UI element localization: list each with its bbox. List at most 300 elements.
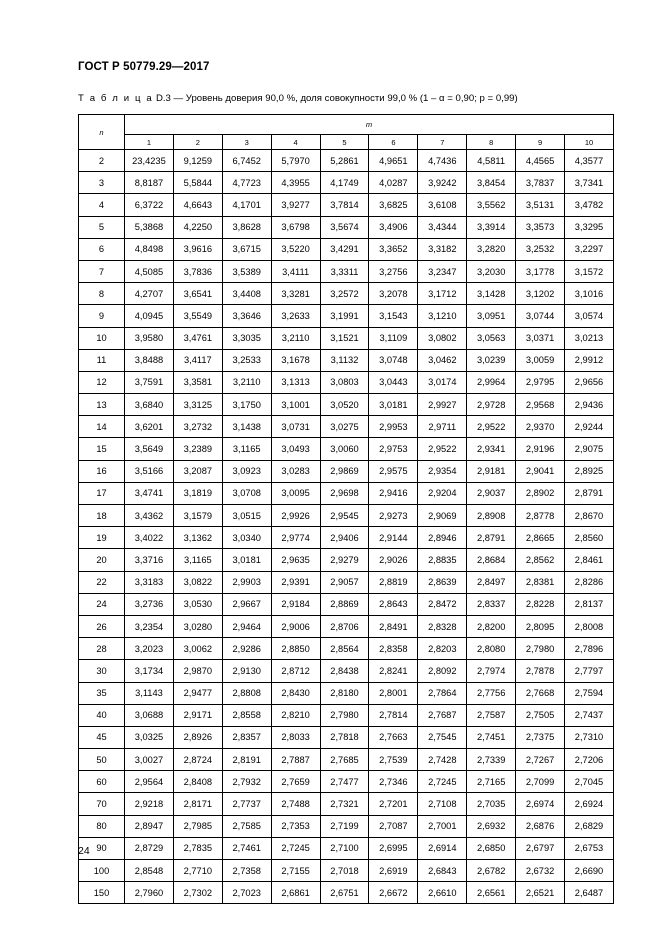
row-n-cell: 5 <box>79 216 125 238</box>
row-n-cell: 80 <box>79 815 125 837</box>
value-cell: 2,7887 <box>271 749 320 771</box>
value-cell: 3,0371 <box>516 327 565 349</box>
row-n-cell: 45 <box>79 726 125 748</box>
value-cell: 3,0443 <box>369 371 418 393</box>
value-cell: 2,9006 <box>271 615 320 637</box>
value-cell: 5,2861 <box>320 150 369 172</box>
value-cell: 2,9181 <box>467 460 516 482</box>
value-cell: 4,6643 <box>173 194 222 216</box>
column-header: 5 <box>320 135 369 150</box>
value-cell: 3,5562 <box>467 194 516 216</box>
value-cell: 3,5674 <box>320 216 369 238</box>
value-cell: 3,9242 <box>418 172 467 194</box>
column-header: 1 <box>125 135 174 150</box>
value-cell: 3,1579 <box>173 505 222 527</box>
value-cell: 2,7985 <box>173 815 222 837</box>
value-cell: 3,5389 <box>222 260 271 282</box>
value-cell: 2,6690 <box>565 860 614 882</box>
table-row <box>79 749 614 771</box>
value-cell: 3,1109 <box>369 327 418 349</box>
value-cell: 2,7545 <box>418 726 467 748</box>
value-cell: 2,8438 <box>320 660 369 682</box>
value-cell: 2,7585 <box>222 815 271 837</box>
document-code: ГОСТ Р 50779.29—2017 <box>78 61 210 73</box>
value-cell: 3,9580 <box>125 327 174 349</box>
value-cell: 2,7245 <box>271 837 320 859</box>
row-n-cell: 13 <box>79 394 125 416</box>
value-cell: 3,0062 <box>173 638 222 660</box>
value-cell: 2,6732 <box>516 860 565 882</box>
value-cell: 4,1749 <box>320 172 369 194</box>
value-cell: 3,7836 <box>173 260 222 282</box>
value-cell: 2,6861 <box>271 882 320 904</box>
value-cell: 3,1132 <box>320 349 369 371</box>
table-row <box>79 593 614 615</box>
table-row <box>79 283 614 305</box>
value-cell: 2,9204 <box>418 482 467 504</box>
value-cell: 2,7685 <box>320 749 369 771</box>
value-cell: 2,6932 <box>467 815 516 837</box>
value-cell: 3,2110 <box>222 371 271 393</box>
value-cell: 3,1521 <box>320 327 369 349</box>
value-cell: 2,9927 <box>418 394 467 416</box>
value-cell: 2,7023 <box>222 882 271 904</box>
value-cell: 2,9711 <box>418 416 467 438</box>
value-cell: 2,8092 <box>418 660 467 682</box>
value-cell: 3,5166 <box>125 460 174 482</box>
value-cell: 2,9953 <box>369 416 418 438</box>
value-cell: 2,8706 <box>320 615 369 637</box>
value-cell: 2,8902 <box>516 482 565 504</box>
row-n-cell: 150 <box>79 882 125 904</box>
value-cell: 2,7199 <box>320 815 369 837</box>
value-cell: 2,7045 <box>565 771 614 793</box>
value-cell: 2,7206 <box>565 749 614 771</box>
table-row <box>79 460 614 482</box>
value-cell: 2,9436 <box>565 394 614 416</box>
value-cell: 2,9667 <box>222 593 271 615</box>
column-header: 2 <box>173 135 222 150</box>
value-cell: 5,7970 <box>271 150 320 172</box>
value-cell: 2,8171 <box>173 793 222 815</box>
value-cell: 2,8564 <box>320 638 369 660</box>
value-cell: 2,9477 <box>173 682 222 704</box>
value-cell: 3,1543 <box>369 305 418 327</box>
value-cell: 2,9279 <box>320 549 369 571</box>
value-cell: 2,9286 <box>222 638 271 660</box>
value-cell: 2,9774 <box>271 527 320 549</box>
value-cell: 2,9903 <box>222 571 271 593</box>
value-cell: 2,7339 <box>467 749 516 771</box>
row-n-cell: 35 <box>79 682 125 704</box>
value-cell: 2,8684 <box>467 549 516 571</box>
table-row <box>79 793 614 815</box>
row-n-cell: 16 <box>79 460 125 482</box>
value-cell: 3,2572 <box>320 283 369 305</box>
value-cell: 3,0951 <box>467 305 516 327</box>
value-cell: 3,3281 <box>271 283 320 305</box>
value-cell: 2,8562 <box>516 549 565 571</box>
value-cell: 3,2532 <box>516 238 565 260</box>
value-cell: 3,3914 <box>467 216 516 238</box>
value-cell: 3,0181 <box>369 394 418 416</box>
value-cell: 3,4408 <box>222 283 271 305</box>
value-cell: 2,7687 <box>418 704 467 726</box>
value-cell: 2,7980 <box>320 704 369 726</box>
row-n-cell: 70 <box>79 793 125 815</box>
value-cell: 4,9651 <box>369 150 418 172</box>
table-row <box>79 527 614 549</box>
value-cell: 3,7814 <box>320 194 369 216</box>
table-row <box>79 327 614 349</box>
value-cell: 2,6751 <box>320 882 369 904</box>
value-cell: 2,8381 <box>516 571 565 593</box>
row-n-cell: 60 <box>79 771 125 793</box>
value-cell: 3,0280 <box>173 615 222 637</box>
value-cell: 2,9341 <box>467 438 516 460</box>
value-cell: 2,9354 <box>418 460 467 482</box>
table-row <box>79 882 614 904</box>
caption-text: D.3 — Уровень доверия 90,0 %, доля совокупности 99,0 % (1 – α = 0,90; p = 0,99) <box>155 93 518 104</box>
value-cell: 2,8548 <box>125 860 174 882</box>
value-cell: 3,4741 <box>125 482 174 504</box>
row-n-cell: 100 <box>79 860 125 882</box>
value-cell: 2,9698 <box>320 482 369 504</box>
header-row-group <box>79 115 614 135</box>
value-cell: 2,8200 <box>467 615 516 637</box>
value-cell: 3,2297 <box>565 238 614 260</box>
value-cell: 2,6672 <box>369 882 418 904</box>
value-cell: 2,9964 <box>467 371 516 393</box>
value-cell: 2,9564 <box>125 771 174 793</box>
value-cell: 2,9522 <box>418 438 467 460</box>
value-cell: 2,7710 <box>173 860 222 882</box>
value-cell: 2,9196 <box>516 438 565 460</box>
value-cell: 4,2707 <box>125 283 174 305</box>
data-table <box>78 114 614 904</box>
column-header: 8 <box>467 135 516 150</box>
value-cell: 3,6108 <box>418 194 467 216</box>
value-cell: 2,8491 <box>369 615 418 637</box>
table-caption <box>78 93 518 104</box>
value-cell: 3,2389 <box>173 438 222 460</box>
row-n-cell: 26 <box>79 615 125 637</box>
value-cell: 2,7960 <box>125 882 174 904</box>
table-row <box>79 860 614 882</box>
table-row <box>79 771 614 793</box>
value-cell: 2,9464 <box>222 615 271 637</box>
value-cell: 3,2347 <box>418 260 467 282</box>
table-row <box>79 150 614 172</box>
value-cell: 2,8203 <box>418 638 467 660</box>
value-cell: 3,9616 <box>173 238 222 260</box>
value-cell: 3,1750 <box>222 394 271 416</box>
value-cell: 4,5085 <box>125 260 174 282</box>
table-row <box>79 482 614 504</box>
value-cell: 2,8724 <box>173 749 222 771</box>
value-cell: 3,6798 <box>271 216 320 238</box>
value-cell: 3,2732 <box>173 416 222 438</box>
value-cell: 2,7358 <box>222 860 271 882</box>
value-cell: 3,0181 <box>222 549 271 571</box>
value-cell: 2,9184 <box>271 593 320 615</box>
value-cell: 2,8137 <box>565 593 614 615</box>
value-cell: 9,1259 <box>173 150 222 172</box>
value-cell: 3,0688 <box>125 704 174 726</box>
table-row <box>79 726 614 748</box>
value-cell: 3,2533 <box>222 349 271 371</box>
value-cell: 3,0520 <box>320 394 369 416</box>
column-header: 4 <box>271 135 320 150</box>
value-cell: 2,7864 <box>418 682 467 704</box>
value-cell: 3,4761 <box>173 327 222 349</box>
value-cell: 2,7818 <box>320 726 369 748</box>
row-n-cell: 40 <box>79 704 125 726</box>
column-header: 7 <box>418 135 467 150</box>
value-cell: 2,7896 <box>565 638 614 660</box>
value-cell: 2,7451 <box>467 726 516 748</box>
value-cell: 2,7001 <box>418 815 467 837</box>
value-cell: 3,1428 <box>467 283 516 305</box>
value-cell: 3,0462 <box>418 349 467 371</box>
value-cell: 2,8337 <box>467 593 516 615</box>
value-cell: 3,0340 <box>222 527 271 549</box>
value-cell: 3,3581 <box>173 371 222 393</box>
value-cell: 2,7737 <box>222 793 271 815</box>
value-cell: 3,6715 <box>222 238 271 260</box>
value-cell: 2,7835 <box>173 837 222 859</box>
value-cell: 3,0239 <box>467 349 516 371</box>
value-cell: 3,2087 <box>173 460 222 482</box>
value-cell: 4,0945 <box>125 305 174 327</box>
table-row <box>79 549 614 571</box>
table-row <box>79 438 614 460</box>
value-cell: 2,9244 <box>565 416 614 438</box>
value-cell: 2,9069 <box>418 505 467 527</box>
row-n-cell: 24 <box>79 593 125 615</box>
value-cell: 3,0574 <box>565 305 614 327</box>
value-cell: 2,8430 <box>271 682 320 704</box>
value-cell: 2,8835 <box>418 549 467 571</box>
value-cell: 2,8241 <box>369 660 418 682</box>
value-cell: 2,9522 <box>467 416 516 438</box>
row-n-cell: 15 <box>79 438 125 460</box>
value-cell: 2,6782 <box>467 860 516 882</box>
value-cell: 3,0822 <box>173 571 222 593</box>
value-cell: 5,3868 <box>125 216 174 238</box>
value-cell: 3,3573 <box>516 216 565 238</box>
value-cell: 2,6829 <box>565 815 614 837</box>
row-n-cell: 9 <box>79 305 125 327</box>
value-cell: 2,7539 <box>369 749 418 771</box>
value-cell: 2,8180 <box>320 682 369 704</box>
value-cell: 2,9057 <box>320 571 369 593</box>
value-cell: 2,6521 <box>516 882 565 904</box>
value-cell: 2,7035 <box>467 793 516 815</box>
value-cell: 2,6876 <box>516 815 565 837</box>
value-cell: 2,7668 <box>516 682 565 704</box>
row-n-cell: 7 <box>79 260 125 282</box>
value-cell: 2,7814 <box>369 704 418 726</box>
value-cell: 3,4782 <box>565 194 614 216</box>
row-n-cell: 10 <box>79 327 125 349</box>
table-row <box>79 172 614 194</box>
value-cell: 2,7087 <box>369 815 418 837</box>
value-cell: 3,8628 <box>222 216 271 238</box>
value-cell: 2,8008 <box>565 615 614 637</box>
value-cell: 2,9795 <box>516 371 565 393</box>
value-cell: 3,2110 <box>271 327 320 349</box>
column-group-header-m: m <box>125 115 614 135</box>
value-cell: 2,8191 <box>222 749 271 771</box>
table-row <box>79 505 614 527</box>
value-cell: 3,2820 <box>467 238 516 260</box>
value-cell: 2,9728 <box>467 394 516 416</box>
value-cell: 2,7488 <box>271 793 320 815</box>
value-cell: 2,8670 <box>565 505 614 527</box>
value-cell: 4,5811 <box>467 150 516 172</box>
value-cell: 3,1712 <box>418 283 467 305</box>
value-cell: 2,8791 <box>467 527 516 549</box>
value-cell: 4,0287 <box>369 172 418 194</box>
value-cell: 2,9416 <box>369 482 418 504</box>
value-cell: 3,5549 <box>173 305 222 327</box>
value-cell: 2,6974 <box>516 793 565 815</box>
value-cell: 4,7723 <box>222 172 271 194</box>
value-cell: 4,3955 <box>271 172 320 194</box>
table-row <box>79 194 614 216</box>
row-n-cell: 11 <box>79 349 125 371</box>
value-cell: 2,6914 <box>418 837 467 859</box>
value-cell: 2,8033 <box>271 726 320 748</box>
value-cell: 2,7437 <box>565 704 614 726</box>
row-n-cell: 12 <box>79 371 125 393</box>
value-cell: 3,0708 <box>222 482 271 504</box>
value-cell: 2,9635 <box>271 549 320 571</box>
value-cell: 3,1572 <box>565 260 614 282</box>
value-cell: 3,9277 <box>271 194 320 216</box>
value-cell: 3,4022 <box>125 527 174 549</box>
value-cell: 2,8791 <box>565 482 614 504</box>
value-cell: 3,6840 <box>125 394 174 416</box>
value-cell: 3,0275 <box>320 416 369 438</box>
value-cell: 3,0027 <box>125 749 174 771</box>
value-cell: 3,2354 <box>125 615 174 637</box>
value-cell: 3,0530 <box>173 593 222 615</box>
value-cell: 2,7932 <box>222 771 271 793</box>
table-row <box>79 416 614 438</box>
table-row <box>79 371 614 393</box>
value-cell: 3,7591 <box>125 371 174 393</box>
value-cell: 2,9545 <box>320 505 369 527</box>
value-cell: 2,8210 <box>271 704 320 726</box>
column-header: 6 <box>369 135 418 150</box>
value-cell: 3,3716 <box>125 549 174 571</box>
value-cell: 2,9041 <box>516 460 565 482</box>
value-cell: 3,4291 <box>320 238 369 260</box>
value-cell: 2,9075 <box>565 438 614 460</box>
value-cell: 3,1165 <box>173 549 222 571</box>
value-cell: 2,7663 <box>369 726 418 748</box>
value-cell: 2,9926 <box>271 505 320 527</box>
value-cell: 2,7155 <box>271 860 320 882</box>
table-row <box>79 660 614 682</box>
column-header: 9 <box>516 135 565 150</box>
value-cell: 2,9218 <box>125 793 174 815</box>
value-cell: 2,7980 <box>516 638 565 660</box>
value-cell: 3,2023 <box>125 638 174 660</box>
value-cell: 3,1734 <box>125 660 174 682</box>
value-cell: 2,8946 <box>418 527 467 549</box>
value-cell: 2,8328 <box>418 615 467 637</box>
value-cell: 2,7267 <box>516 749 565 771</box>
value-cell: 4,2250 <box>173 216 222 238</box>
row-n-cell: 18 <box>79 505 125 527</box>
value-cell: 3,0493 <box>271 438 320 460</box>
value-cell: 2,7375 <box>516 726 565 748</box>
value-cell: 3,0563 <box>467 327 516 349</box>
value-cell: 3,0283 <box>271 460 320 482</box>
value-cell: 3,2633 <box>271 305 320 327</box>
value-cell: 2,8925 <box>565 460 614 482</box>
value-cell: 3,0515 <box>222 505 271 527</box>
column-header: 3 <box>222 135 271 150</box>
value-cell: 8,8187 <box>125 172 174 194</box>
value-cell: 2,7165 <box>467 771 516 793</box>
value-cell: 3,5220 <box>271 238 320 260</box>
value-cell: 2,8947 <box>125 815 174 837</box>
value-cell: 3,0731 <box>271 416 320 438</box>
row-n-cell: 17 <box>79 482 125 504</box>
value-cell: 2,8286 <box>565 571 614 593</box>
value-cell: 3,8488 <box>125 349 174 371</box>
value-cell: 23,4235 <box>125 150 174 172</box>
value-cell: 3,1143 <box>125 682 174 704</box>
table-row <box>79 394 614 416</box>
value-cell: 2,7245 <box>418 771 467 793</box>
row-n-cell: 8 <box>79 283 125 305</box>
value-cell: 3,3035 <box>222 327 271 349</box>
value-cell: 3,0095 <box>271 482 320 504</box>
value-cell: 2,7108 <box>418 793 467 815</box>
value-cell: 3,4906 <box>369 216 418 238</box>
value-cell: 4,3577 <box>565 150 614 172</box>
value-cell: 2,9568 <box>516 394 565 416</box>
value-cell: 3,5131 <box>516 194 565 216</box>
table-row <box>79 216 614 238</box>
value-cell: 2,9370 <box>516 416 565 438</box>
value-cell: 2,8497 <box>467 571 516 593</box>
value-cell: 2,8643 <box>369 593 418 615</box>
value-cell: 3,4111 <box>271 260 320 282</box>
value-cell: 2,8228 <box>516 593 565 615</box>
value-cell: 3,7341 <box>565 172 614 194</box>
table-row <box>79 815 614 837</box>
value-cell: 3,0802 <box>418 327 467 349</box>
value-cell: 3,1202 <box>516 283 565 305</box>
table-row <box>79 571 614 593</box>
value-cell: 2,9575 <box>369 460 418 482</box>
value-cell: 6,7452 <box>222 150 271 172</box>
value-cell: 3,4344 <box>418 216 467 238</box>
table-row <box>79 260 614 282</box>
table-row <box>79 238 614 260</box>
row-n-cell: 90 <box>79 837 125 859</box>
value-cell: 2,8558 <box>222 704 271 726</box>
value-cell: 2,9656 <box>565 371 614 393</box>
value-cell: 2,6850 <box>467 837 516 859</box>
value-cell: 3,1210 <box>418 305 467 327</box>
